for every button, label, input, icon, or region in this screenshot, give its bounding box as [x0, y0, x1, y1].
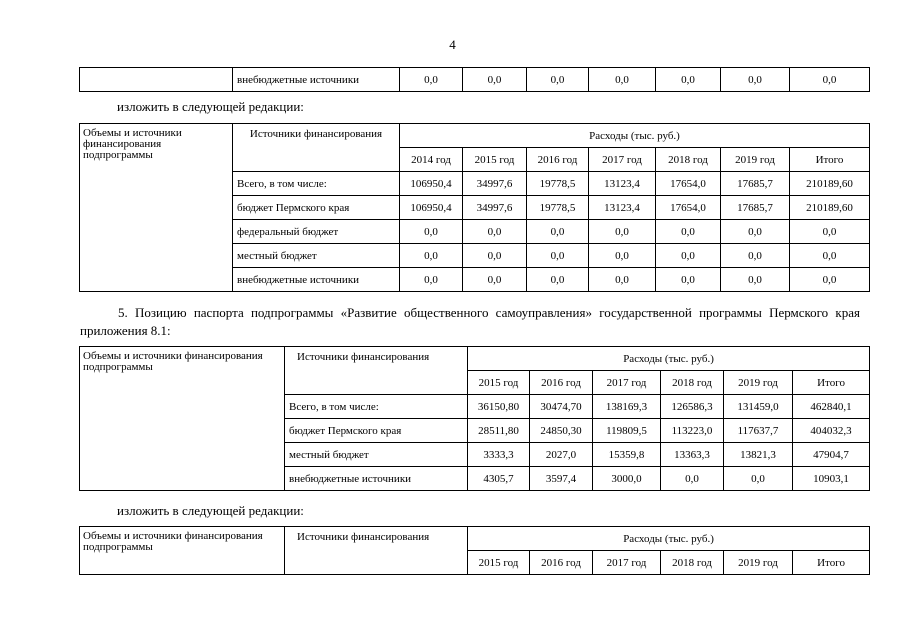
value-cell: 36150,80	[468, 395, 530, 419]
value-cell: 0,0	[400, 268, 463, 292]
value-cell: 0,0	[790, 268, 870, 292]
value-cell: 210189,60	[790, 196, 870, 220]
value-cell: 0,0	[724, 467, 793, 491]
value-cell: 0,0	[463, 220, 527, 244]
value-cell: 30474,70	[530, 395, 593, 419]
value-cell: 106950,4	[400, 172, 463, 196]
table-continuation	[79, 67, 870, 92]
value-cell: 0,0	[463, 68, 527, 92]
year-header: 2019 год	[724, 551, 793, 575]
empty-cell	[80, 68, 233, 92]
row-label: местный бюджет	[285, 443, 468, 467]
total-header: Итого	[793, 551, 870, 575]
year-header: 2016 год	[527, 148, 589, 172]
value-cell: 0,0	[790, 68, 870, 92]
value-cell: 0,0	[721, 268, 790, 292]
row-label: внебюджетные источники	[233, 68, 400, 92]
year-header: 2017 год	[593, 551, 661, 575]
value-cell: 0,0	[661, 467, 724, 491]
value-cell: 17685,7	[721, 196, 790, 220]
paragraph-edit-instruction: изложить в следующей редакции:	[117, 503, 304, 518]
value-cell: 3333,3	[468, 443, 530, 467]
value-cell: 0,0	[656, 220, 721, 244]
table-financing-2015	[79, 346, 870, 491]
row-label: местный бюджет	[233, 244, 400, 268]
row-label: федеральный бюджет	[233, 220, 400, 244]
year-header: 2017 год	[589, 148, 656, 172]
value-cell: 17685,7	[721, 172, 790, 196]
value-cell: 106950,4	[400, 196, 463, 220]
value-cell: 13821,3	[724, 443, 793, 467]
value-cell: 0,0	[790, 220, 870, 244]
table-header-row	[80, 347, 870, 371]
value-cell: 3000,0	[593, 467, 661, 491]
value-cell: 0,0	[463, 268, 527, 292]
paragraph-item-5: 5. Позицию паспорта подпрограммы «Развитие общественного самоуправления» государственной программы Пермского края приложения 8.1:	[80, 305, 860, 338]
paragraph-edit-instruction: изложить в следующей редакции:	[117, 99, 304, 114]
table-row	[80, 68, 870, 92]
value-cell: 0,0	[589, 268, 656, 292]
year-header: 2015 год	[463, 148, 527, 172]
year-header: 2016 год	[530, 551, 593, 575]
value-cell: 138169,3	[593, 395, 661, 419]
value-cell: 15359,8	[593, 443, 661, 467]
year-header: 2016 год	[530, 371, 593, 395]
value-cell: 3597,4	[530, 467, 593, 491]
value-cell: 126586,3	[661, 395, 724, 419]
row-label: внебюджетные источники	[285, 467, 468, 491]
row-label: бюджет Пермского края	[285, 419, 468, 443]
value-cell: 24850,30	[530, 419, 593, 443]
value-cell: 462840,1	[793, 395, 870, 419]
table-financing-2015-new	[79, 526, 870, 575]
value-cell: 28511,80	[468, 419, 530, 443]
value-cell: 34997,6	[463, 196, 527, 220]
value-cell: 210189,60	[790, 172, 870, 196]
value-cell: 13363,3	[661, 443, 724, 467]
value-cell: 0,0	[400, 244, 463, 268]
value-cell: 13123,4	[589, 196, 656, 220]
value-cell: 0,0	[527, 268, 589, 292]
expenses-header: Расходы (тыс. руб.)	[468, 347, 870, 371]
subprogram-description: Объемы и источники финансирования подпрограммы	[80, 124, 233, 292]
value-cell: 19778,5	[527, 196, 589, 220]
table-financing-2014	[79, 123, 870, 292]
value-cell: 131459,0	[724, 395, 793, 419]
value-cell: 119809,5	[593, 419, 661, 443]
value-cell: 0,0	[656, 244, 721, 268]
value-cell: 0,0	[589, 68, 656, 92]
value-cell: 0,0	[721, 220, 790, 244]
year-header: 2015 год	[468, 551, 530, 575]
value-cell: 0,0	[589, 244, 656, 268]
total-header: Итого	[790, 148, 870, 172]
value-cell: 19778,5	[527, 172, 589, 196]
row-label: Всего, в том числе:	[233, 172, 400, 196]
table-header-row	[80, 124, 870, 148]
value-cell: 0,0	[589, 220, 656, 244]
value-cell: 2027,0	[530, 443, 593, 467]
row-label: внебюджетные источники	[233, 268, 400, 292]
year-header: 2015 год	[468, 371, 530, 395]
year-header: 2018 год	[661, 371, 724, 395]
row-label: Всего, в том числе:	[285, 395, 468, 419]
sources-header: Источники финансирования	[285, 347, 468, 395]
table-header-row	[80, 527, 870, 551]
expenses-header: Расходы (тыс. руб.)	[400, 124, 870, 148]
year-header: 2018 год	[661, 551, 724, 575]
sources-header: Источники финансирования	[285, 527, 468, 575]
value-cell: 117637,7	[724, 419, 793, 443]
value-cell: 0,0	[721, 68, 790, 92]
subprogram-description: Объемы и источники финансирования подпрограммы	[80, 347, 285, 491]
value-cell: 17654,0	[656, 196, 721, 220]
value-cell: 10903,1	[793, 467, 870, 491]
year-header: 2018 год	[656, 148, 721, 172]
page-number: 4	[449, 37, 456, 52]
value-cell: 0,0	[527, 244, 589, 268]
value-cell: 0,0	[790, 244, 870, 268]
year-header: 2014 год	[400, 148, 463, 172]
value-cell: 0,0	[527, 220, 589, 244]
value-cell: 0,0	[721, 244, 790, 268]
row-label: бюджет Пермского края	[233, 196, 400, 220]
year-header: 2019 год	[724, 371, 793, 395]
value-cell: 113223,0	[661, 419, 724, 443]
value-cell: 0,0	[400, 68, 463, 92]
value-cell: 0,0	[463, 244, 527, 268]
year-header: 2019 год	[721, 148, 790, 172]
value-cell: 0,0	[656, 68, 721, 92]
value-cell: 404032,3	[793, 419, 870, 443]
subprogram-description: Объемы и источники финансирования подпрограммы	[80, 527, 285, 575]
year-header: 2017 год	[593, 371, 661, 395]
value-cell: 0,0	[527, 68, 589, 92]
value-cell: 13123,4	[589, 172, 656, 196]
total-header: Итого	[793, 371, 870, 395]
sources-header: Источники финансирования	[233, 124, 400, 172]
value-cell: 17654,0	[656, 172, 721, 196]
expenses-header: Расходы (тыс. руб.)	[468, 527, 870, 551]
value-cell: 0,0	[656, 268, 721, 292]
value-cell: 0,0	[400, 220, 463, 244]
value-cell: 47904,7	[793, 443, 870, 467]
value-cell: 4305,7	[468, 467, 530, 491]
value-cell: 34997,6	[463, 172, 527, 196]
